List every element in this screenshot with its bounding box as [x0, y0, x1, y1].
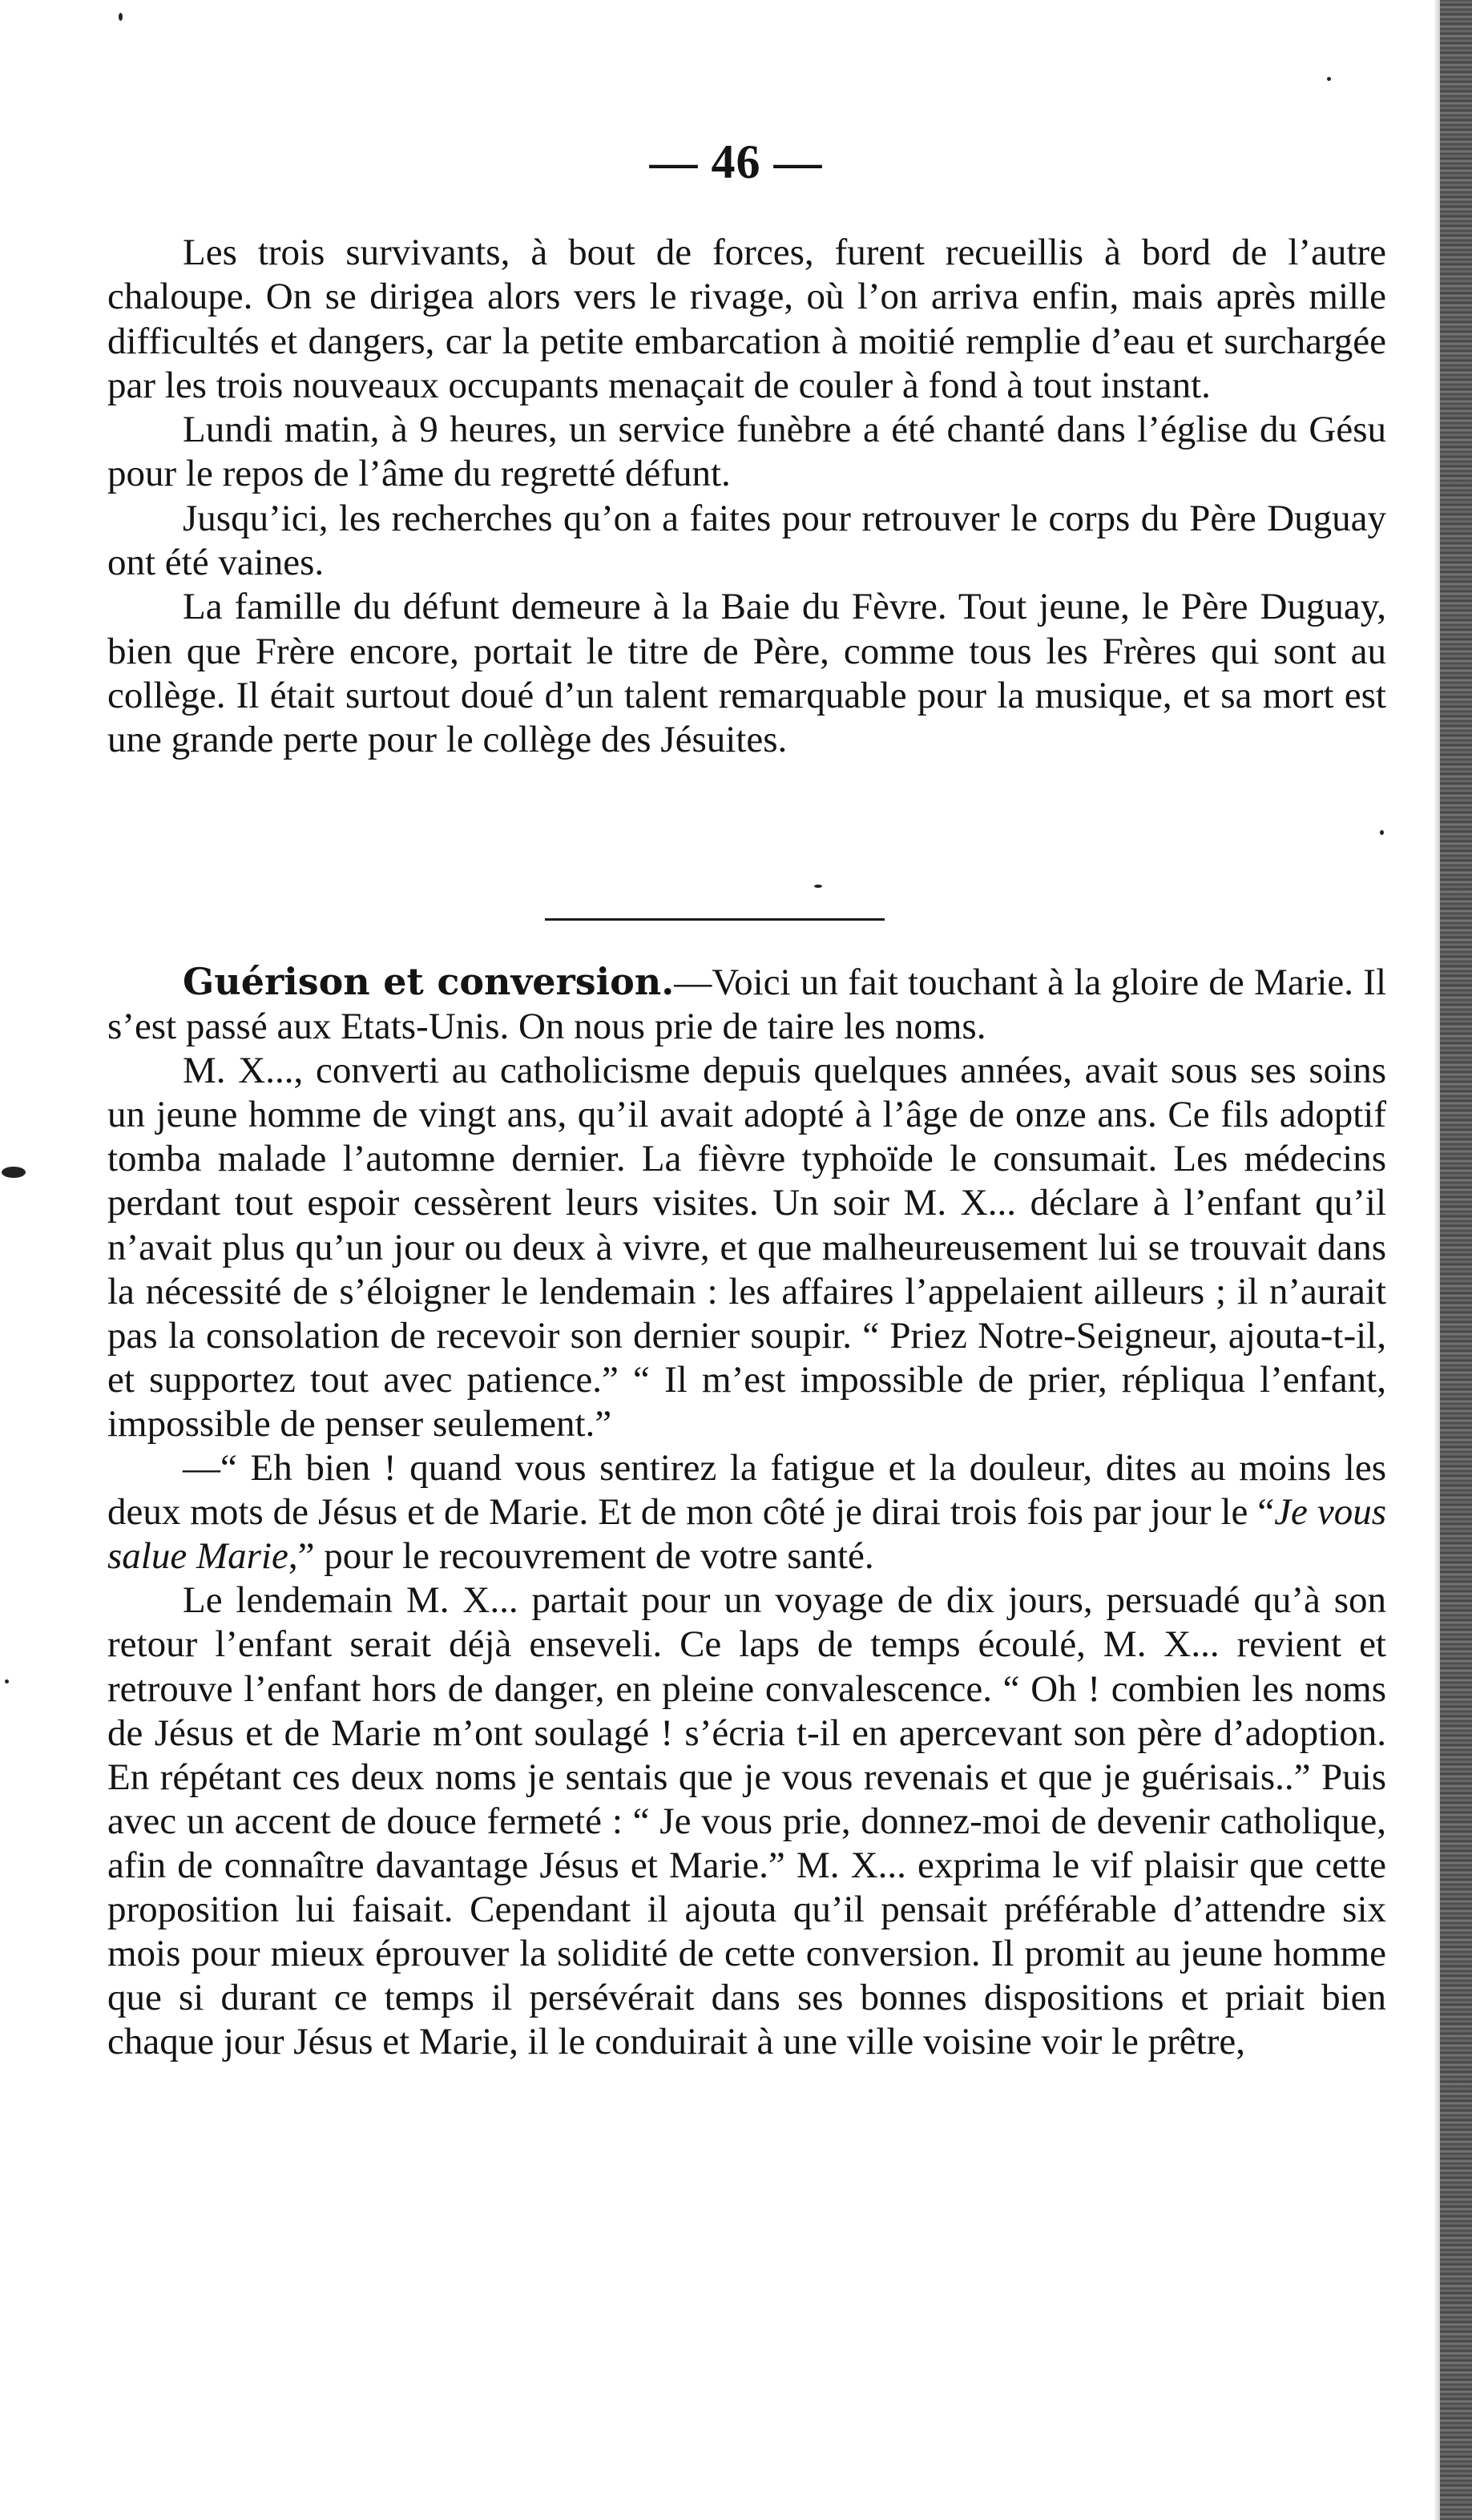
page-number: — 46 —	[649, 135, 823, 188]
advice-text-after: ,” pour le recouvrement de votre santé.	[288, 1535, 874, 1578]
paragraph-funeral-service: Lundi matin, à 9 heures, un service funèbre a été chanté dans l’église du Gésu pour le repos de l’âme du regretté défunt.	[107, 409, 1386, 495]
ink-speck	[2, 1167, 26, 1178]
section-divider	[545, 918, 885, 921]
paragraph-survivors: Les trois survivants, à bout de forces, furent recueillis à bord de l’autre chaloupe. On se dirigea alors vers le rivage, où l’on arriva enfin, mais après mille difficultés et dangers, car la petite embarcation à moitié remplie d’eau et surchargée par les trois nouveaux occupants menaçait de couler à fond à tout instant.	[107, 232, 1386, 406]
prayer-title: Je vous salue Marie	[107, 1491, 1387, 1578]
paragraph-heading	[107, 960, 1386, 1049]
ink-speck	[5, 1679, 9, 1683]
page-edge-shadow	[1434, 0, 1440, 2520]
ink-speck	[119, 13, 123, 21]
article-heading: Guérison et conversion.	[183, 960, 675, 1003]
ink-speck	[1327, 77, 1331, 81]
ink-speck	[1380, 830, 1384, 835]
advice-text-before: —“ Eh bien ! quand vous sentirez la fatigue et la douleur, dites au moins les deux mots de Jésus et de Marie. Et de mon côté je dirai trois fois par jour le “	[107, 1447, 1386, 1534]
ink-speck	[814, 885, 822, 888]
heading-intro-text: —Voici un fait touchant à la gloire de Marie. Il s’est passé aux Etats-Unis. On nous prie de taire les noms.	[107, 962, 1387, 1048]
article-drowning-report	[107, 231, 1386, 763]
paragraph-recovery: Le lendemain M. X... partait pour un voyage de dix jours, persuadé qu’à son retour l’enfant serait déjà enseveli. Ce laps de temps écoulé, M. X... revient et retrouve l’enfant hors de danger, en pleine convalescence. “ Oh ! combien les noms de Jésus et de Marie m’ont soulagé ! s’écria t-il en apercevant son père d’adoption. En répétant ces deux noms je sentais que je vous revenais et que je guérisais..” Puis avec un accent de douce fermeté : “ Je vous prie, donnez-moi de devenir catholique, afin de connaître davantage Jésus et Marie.” M. X... exprima le vif plaisir que cette proposition lui faisait. Cependant il ajouta qu’il pensait préférable d’attendre six mois pour mieux éprouver la solidité de cette conversion. Il promit au jeune homme que si durant ce temps il persévérait dans ses bonnes dispositions et priait bien chaque jour Jésus et Marie, il le conduirait à une ville voisine voir le prêtre,	[107, 1579, 1386, 2063]
paragraph-story-start: M. X..., converti au catholicisme depuis quelques années, avait sous ses soins un jeune homme de vingt ans, qu’il avait adopté à l’âge de onze ans. Ce fils adoptif tomba malade l’automne dernier. La fièvre typhoïde le consumait. Les médecins perdant tout espoir cessèrent leurs visites. Un soir M. X... déclare à l’enfant qu’il n’avait plus qu’un jour ou deux à vivre, et que malheureusement lui se trouvait dans la nécessité de s’éloigner le lendemain : les affaires l’appelaient ailleurs ; il n’aurait pas la consolation de recevoir son dernier soupir. “ Priez Notre-Seigneur, ajouta-t-il, et supportez tout avec patience.” “ Il m’est impossible de prier, répliqua l’enfant, impossible de penser seulement.”	[107, 1050, 1386, 1445]
page-edge-border	[1440, 0, 1472, 2520]
article-guerison-conversion	[107, 960, 1386, 2064]
paragraph-search: Jusqu’ici, les recherches qu’on a faites pour retrouver le corps du Père Duguay ont été vaines.	[107, 497, 1386, 584]
paragraph-advice	[107, 1446, 1386, 1579]
paragraph-family: La famille du défunt demeure à la Baie du Fèvre. Tout jeune, le Père Duguay, bien que Frère encore, portait le titre de Père, comme tous les Frères qui sont au collège. Il était surtout doué d’un talent remarquable pour la musique, et sa mort est une grande perte pour le collège des Jésuites.	[107, 586, 1386, 761]
